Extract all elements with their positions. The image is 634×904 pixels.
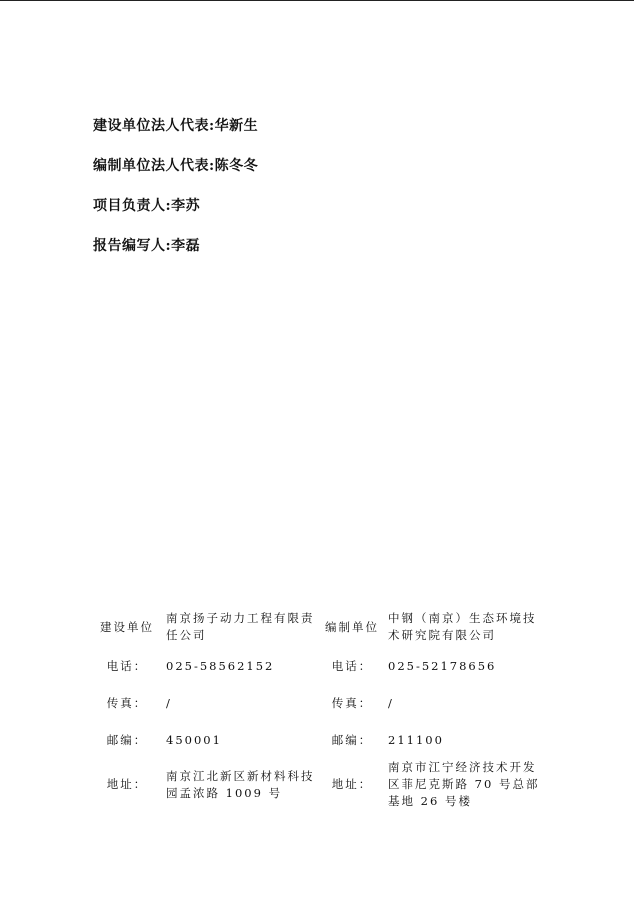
cell-label: 邮编： — [106, 733, 148, 747]
cell-label: 地址： — [106, 777, 148, 791]
cell-value: 025-58562152 — [166, 659, 275, 673]
cell-value: 中钢（南京）生态环境技术研究院有限公司 — [388, 611, 537, 642]
cell-label: 传真： — [331, 696, 373, 710]
table-row — [88, 759, 548, 810]
cell-value: 南京扬子动力工程有限责任公司 — [166, 611, 315, 642]
table-row — [88, 648, 548, 685]
cell-label: 电话： — [331, 659, 373, 673]
cell-label: 建设单位 — [100, 619, 154, 634]
cell-value: 南京江北新区新材料科技园孟浓路 1009 号 — [166, 768, 315, 800]
cell-label: 编制单位 — [325, 619, 379, 634]
cell-value: 025-52178656 — [388, 659, 497, 673]
compiler-legal-rep: 编制单位法人代表:陈冬冬 — [93, 158, 259, 174]
cell-label: 邮编： — [331, 733, 373, 747]
cell-label: 传真： — [106, 696, 148, 710]
project-lead: 项目负责人:李苏 — [93, 198, 201, 214]
cell-value: 211100 — [388, 733, 444, 747]
cell-label: 地址： — [331, 777, 373, 791]
construction-legal-rep: 建设单位法人代表:华新生 — [93, 118, 259, 134]
top-border-line — [0, 0, 634, 1]
cell-value: 450001 — [166, 733, 222, 747]
table-row — [88, 606, 548, 648]
contact-info-table — [88, 606, 548, 810]
table-row — [88, 685, 548, 722]
cell-value: / — [166, 696, 172, 710]
cell-label: 电话： — [106, 659, 148, 673]
table-row — [88, 722, 548, 759]
report-writer: 报告编写人:李磊 — [93, 238, 201, 254]
cell-value: 南京市江宁经济技术开发区菲尼克斯路 70 号总部基地 26 号楼 — [388, 760, 540, 808]
personnel-list — [93, 116, 258, 276]
cell-value: / — [388, 696, 394, 710]
